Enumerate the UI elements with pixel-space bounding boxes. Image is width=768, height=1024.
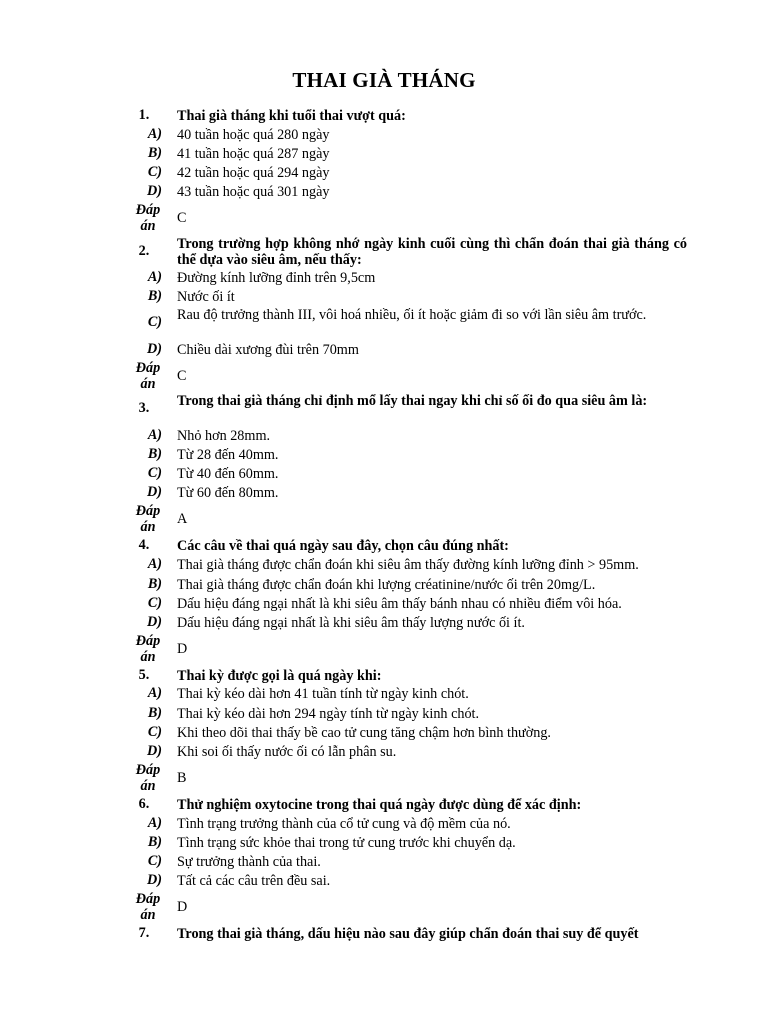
option-text: Nước ối ít [177,289,235,305]
answer-value: B [177,770,187,786]
option-label: D) [147,614,162,630]
option-label: B) [147,705,162,721]
answer-label [126,891,170,923]
option-label: B) [147,576,162,592]
answer-label-line: Đáp [135,202,161,218]
question-number: 2. [138,243,150,259]
option-label: D) [147,743,162,759]
option-text: Thai già tháng được chẩn đoán khi siêu âm thấy đường kính lưỡng đỉnh > 95mm. [177,557,639,573]
option-label: A) [147,815,162,831]
answer-label [126,202,170,234]
option-text: Dấu hiệu đáng ngại nhất là khi siêu âm thấy lượng nước ối ít. [177,615,525,631]
answer-label-line: Đáp [135,891,161,907]
answer-label-line: án [140,907,156,923]
question-text: Thử nghiệm oxytocine trong thai quá ngày được dùng để xác định: [177,797,582,813]
answer-value: C [177,210,187,226]
option-text: Thai kỳ kéo dài hơn 41 tuần tính từ ngày kinh chót. [177,686,469,702]
answer-label-line: án [140,519,156,535]
page-title: THAI GIÀ THÁNG [292,68,476,92]
answer-value: D [177,899,188,915]
option-text: Từ 40 đến 60mm. [177,466,279,482]
answer-label-line: Đáp [135,633,161,649]
option-text: Rau độ trưởng thành III, vôi hoá nhiều, ối ít hoặc giảm đi so với lần siêu âm trước. [177,307,647,323]
option-label: D) [147,183,162,199]
option-text: 42 tuần hoặc quá 294 ngày [177,165,330,181]
question-text: Trong thai già tháng, dấu hiệu nào sau đây giúp chẩn đoán thai suy để quyết [177,926,639,942]
option-text: Khi soi ối thấy nước ối có lẫn phân su. [177,744,397,760]
option-text: 43 tuần hoặc quá 301 ngày [177,184,330,200]
question-text: Trong thai già tháng chỉ định mổ lấy thai ngay khi chỉ số ối đo qua siêu âm là: [177,393,648,409]
option-label: B) [147,834,162,850]
option-text: 40 tuần hoặc quá 280 ngày [177,127,330,143]
option-label: B) [147,145,162,161]
option-label: B) [147,288,162,304]
question-number: 1. [138,107,150,123]
question-text: Các câu về thai quá ngày sau đây, chọn câu đúng nhất: [177,538,509,554]
option-text: Tình trạng sức khỏe thai trong tử cung trước khi chuyển dạ. [177,835,516,851]
option-text: Khi theo dõi thai thấy bề cao tử cung tăng chậm hơn bình thường. [177,725,551,741]
option-label: B) [147,446,162,462]
option-label: A) [147,269,162,285]
option-label: C) [147,465,162,481]
answer-label [126,633,170,665]
answer-label [126,762,170,794]
option-label: A) [147,427,162,443]
option-label: C) [147,853,162,869]
question-number: 5. [138,667,150,683]
answer-label-line: Đáp [135,503,161,519]
question-number: 4. [138,537,150,553]
option-label: C) [147,724,162,740]
option-label: D) [147,872,162,888]
option-text: Sự trưởng thành của thai. [177,854,321,870]
option-text: Tất cả các câu trên đều sai. [177,873,331,889]
option-text: Nhỏ hơn 28mm. [177,428,271,444]
option-label: A) [147,685,162,701]
answer-label-line: Đáp [135,762,161,778]
answer-value: C [177,368,187,384]
question-text: Thai kỳ được gọi là quá ngày khi: [177,668,382,684]
option-text: Thai già tháng được chẩn đoán khi lượng créatinine/nước ối trên 20mg/L. [177,577,596,593]
answer-value: A [177,511,188,527]
option-label: C) [147,164,162,180]
option-text: Dấu hiệu đáng ngại nhất là khi siêu âm thấy bánh nhau có nhiều điểm vôi hóa. [177,596,622,612]
question-number: 6. [138,796,150,812]
option-label: C) [147,314,162,330]
answer-value: D [177,641,188,657]
answer-label-line: án [140,218,156,234]
option-label: C) [147,595,162,611]
question-number: 7. [138,925,150,941]
answer-label [126,360,170,392]
option-label: A) [147,126,162,142]
option-text: Thai kỳ kéo dài hơn 294 ngày tính từ ngày kinh chót. [177,706,480,722]
option-text: Tình trạng trưởng thành của cổ tử cung và độ mềm của nó. [177,816,511,832]
option-label: A) [147,556,162,572]
question-text: Thai già tháng khi tuổi thai vượt quá: [177,108,406,124]
option-text: Từ 60 đến 80mm. [177,485,279,501]
option-text: Chiều dài xương đùi trên 70mm [177,342,359,358]
answer-label-line: án [140,778,156,794]
answer-label-line: Đáp [135,360,161,376]
answer-label-line: án [140,649,156,665]
question-number: 3. [138,400,150,416]
option-label: D) [147,484,162,500]
option-text: Từ 28 đến 40mm. [177,447,279,463]
answer-label-line: án [140,376,156,392]
question-text: Trong trường hợp không nhớ ngày kinh cuối cùng thì chẩn đoán thai già tháng có thể dựa vào siêu âm, nếu thấy: [177,236,687,268]
answer-label [126,503,170,535]
option-text: Đường kính lưỡng đỉnh trên 9,5cm [177,270,376,286]
option-text: 41 tuần hoặc quá 287 ngày [177,146,330,162]
option-label: D) [147,341,162,357]
